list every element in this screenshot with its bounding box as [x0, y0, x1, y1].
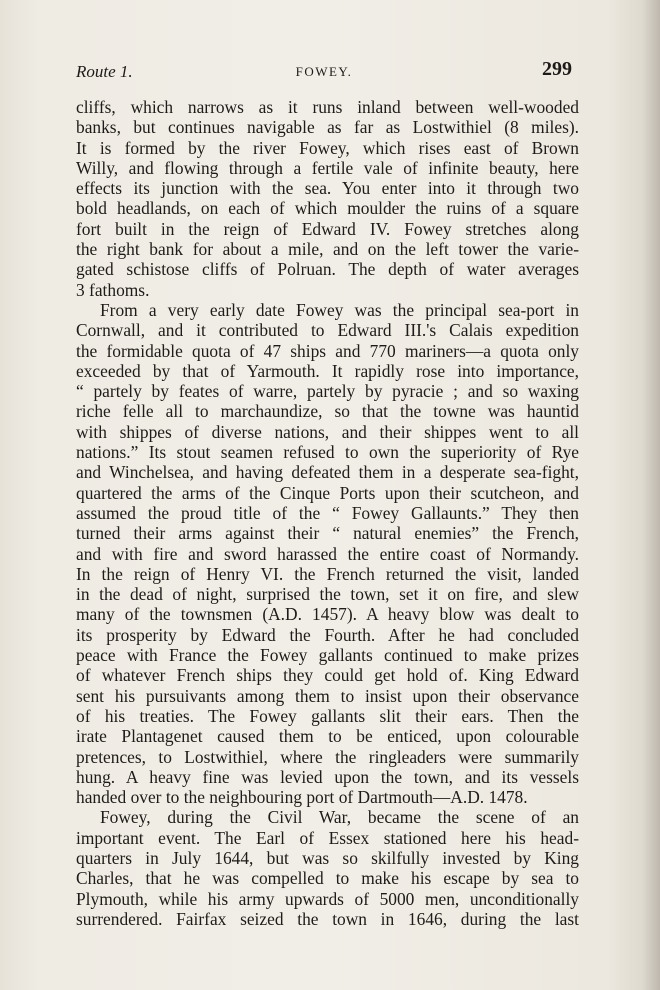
body-text: [76, 97, 579, 929]
text-line: Plymouth, while his army upwards of 5000 men, unconditionally: [76, 888, 579, 909]
text-line: Willy, and flowing through a fertile vale of infinite beauty, here: [76, 157, 579, 178]
text-line: Fowey, during the Civil War, became the scene of an: [100, 807, 579, 828]
text-line: turned their arms against their “ natural enemies” the French,: [76, 523, 579, 544]
text-line: exceeded by that of Yarmouth. It rapidly rose into importance,: [76, 360, 579, 381]
text-line: sent his pursuivants among them to insist upon their observance: [76, 685, 579, 706]
paragraph: [76, 300, 579, 807]
text-line: In the reign of Henry VI. the French returned the visit, landed: [76, 563, 579, 584]
paragraph: [76, 807, 579, 929]
text-line: cliffs, which narrows as it runs inland between well-wooded: [76, 97, 579, 117]
text-line: surrendered. Fairfax seized the town in 1646, during the last: [76, 908, 579, 929]
text-line: bold headlands, on each of which moulder the ruins of a square: [76, 198, 579, 219]
text-line: handed over to the neighbouring port of Dartmouth—A.D. 1478.: [76, 787, 528, 808]
paragraph: [76, 97, 579, 300]
text-line: assumed the proud title of the “ Fowey Gallaunts.” They then: [76, 502, 579, 523]
text-line: gated schistose cliffs of Polruan. The depth of water averages: [76, 259, 579, 280]
text-line: effects its junction with the sea. You enter into it through two: [76, 178, 579, 199]
text-line: quarters in July 1644, but was so skilfully invested by King: [76, 847, 579, 868]
text-line: pretences, to Lostwithiel, where the ringleaders were summarily: [76, 746, 579, 767]
text-line: It is formed by the river Fowey, which rises east of Brown: [76, 137, 579, 158]
text-line: the formidable quota of 47 ships and 770 mariners—a quota only: [76, 340, 579, 361]
text-line: Charles, that he was compelled to make his escape by sea to: [76, 868, 579, 889]
running-head: [76, 58, 572, 84]
text-line: in the dead of night, surprised the town, set it on fire, and slew: [76, 584, 579, 605]
text-line: of whatever French ships they could get hold of. King Edward: [76, 665, 579, 686]
page-number: 299: [542, 58, 572, 80]
text-line: the right bank for about a mile, and on the left tower the varie-: [76, 239, 579, 260]
text-line: quartered the arms of the Cinque Ports upon their scutcheon, and: [76, 482, 579, 503]
text-line: with shippes of diverse nations, and their shippes went to all: [76, 421, 579, 442]
text-line: nations.” Its stout seamen refused to own the superiority of Rye: [76, 442, 579, 463]
chapter-heading: FOWEY.: [295, 64, 353, 79]
text-line: of his treaties. The Fowey gallants slit their ears. Then the: [76, 705, 579, 726]
text-line: irate Plantagenet caused them to be enticed, upon colourable: [76, 726, 579, 747]
text-line: “ partely by feates of warre, partely by pyracie ; and so waxing: [76, 381, 579, 402]
text-line: riche felle all to marchaundize, so that the towne was hauntid: [76, 401, 579, 422]
text-line: fort built in the reign of Edward IV. Fowey stretches along: [76, 218, 579, 239]
text-line: From a very early date Fowey was the principal sea-port in: [100, 299, 579, 320]
text-line: its prosperity by Edward the Fourth. After he had concluded: [76, 624, 579, 645]
route-label: Route 1.: [76, 62, 133, 81]
text-line: important event. The Earl of Essex stationed here his head-: [76, 827, 579, 848]
text-line: and with fire and sword harassed the entire coast of Normandy.: [76, 543, 579, 564]
text-line: banks, but continues navigable as far as Lostwithiel (8 miles).: [76, 117, 579, 138]
text-line: peace with France the Fowey gallants continued to make prizes: [76, 645, 579, 666]
text-line: and Winchelsea, and having defeated them in a desperate sea-fight,: [76, 462, 579, 483]
text-line: 3 fathoms.: [76, 279, 150, 300]
text-line: Cornwall, and it contributed to Edward III.'s Calais expedition: [76, 320, 579, 341]
text-line: many of the townsmen (A.D. 1457). A heavy blow was dealt to: [76, 604, 579, 625]
text-line: hung. A heavy fine was levied upon the town, and its vessels: [76, 766, 579, 787]
